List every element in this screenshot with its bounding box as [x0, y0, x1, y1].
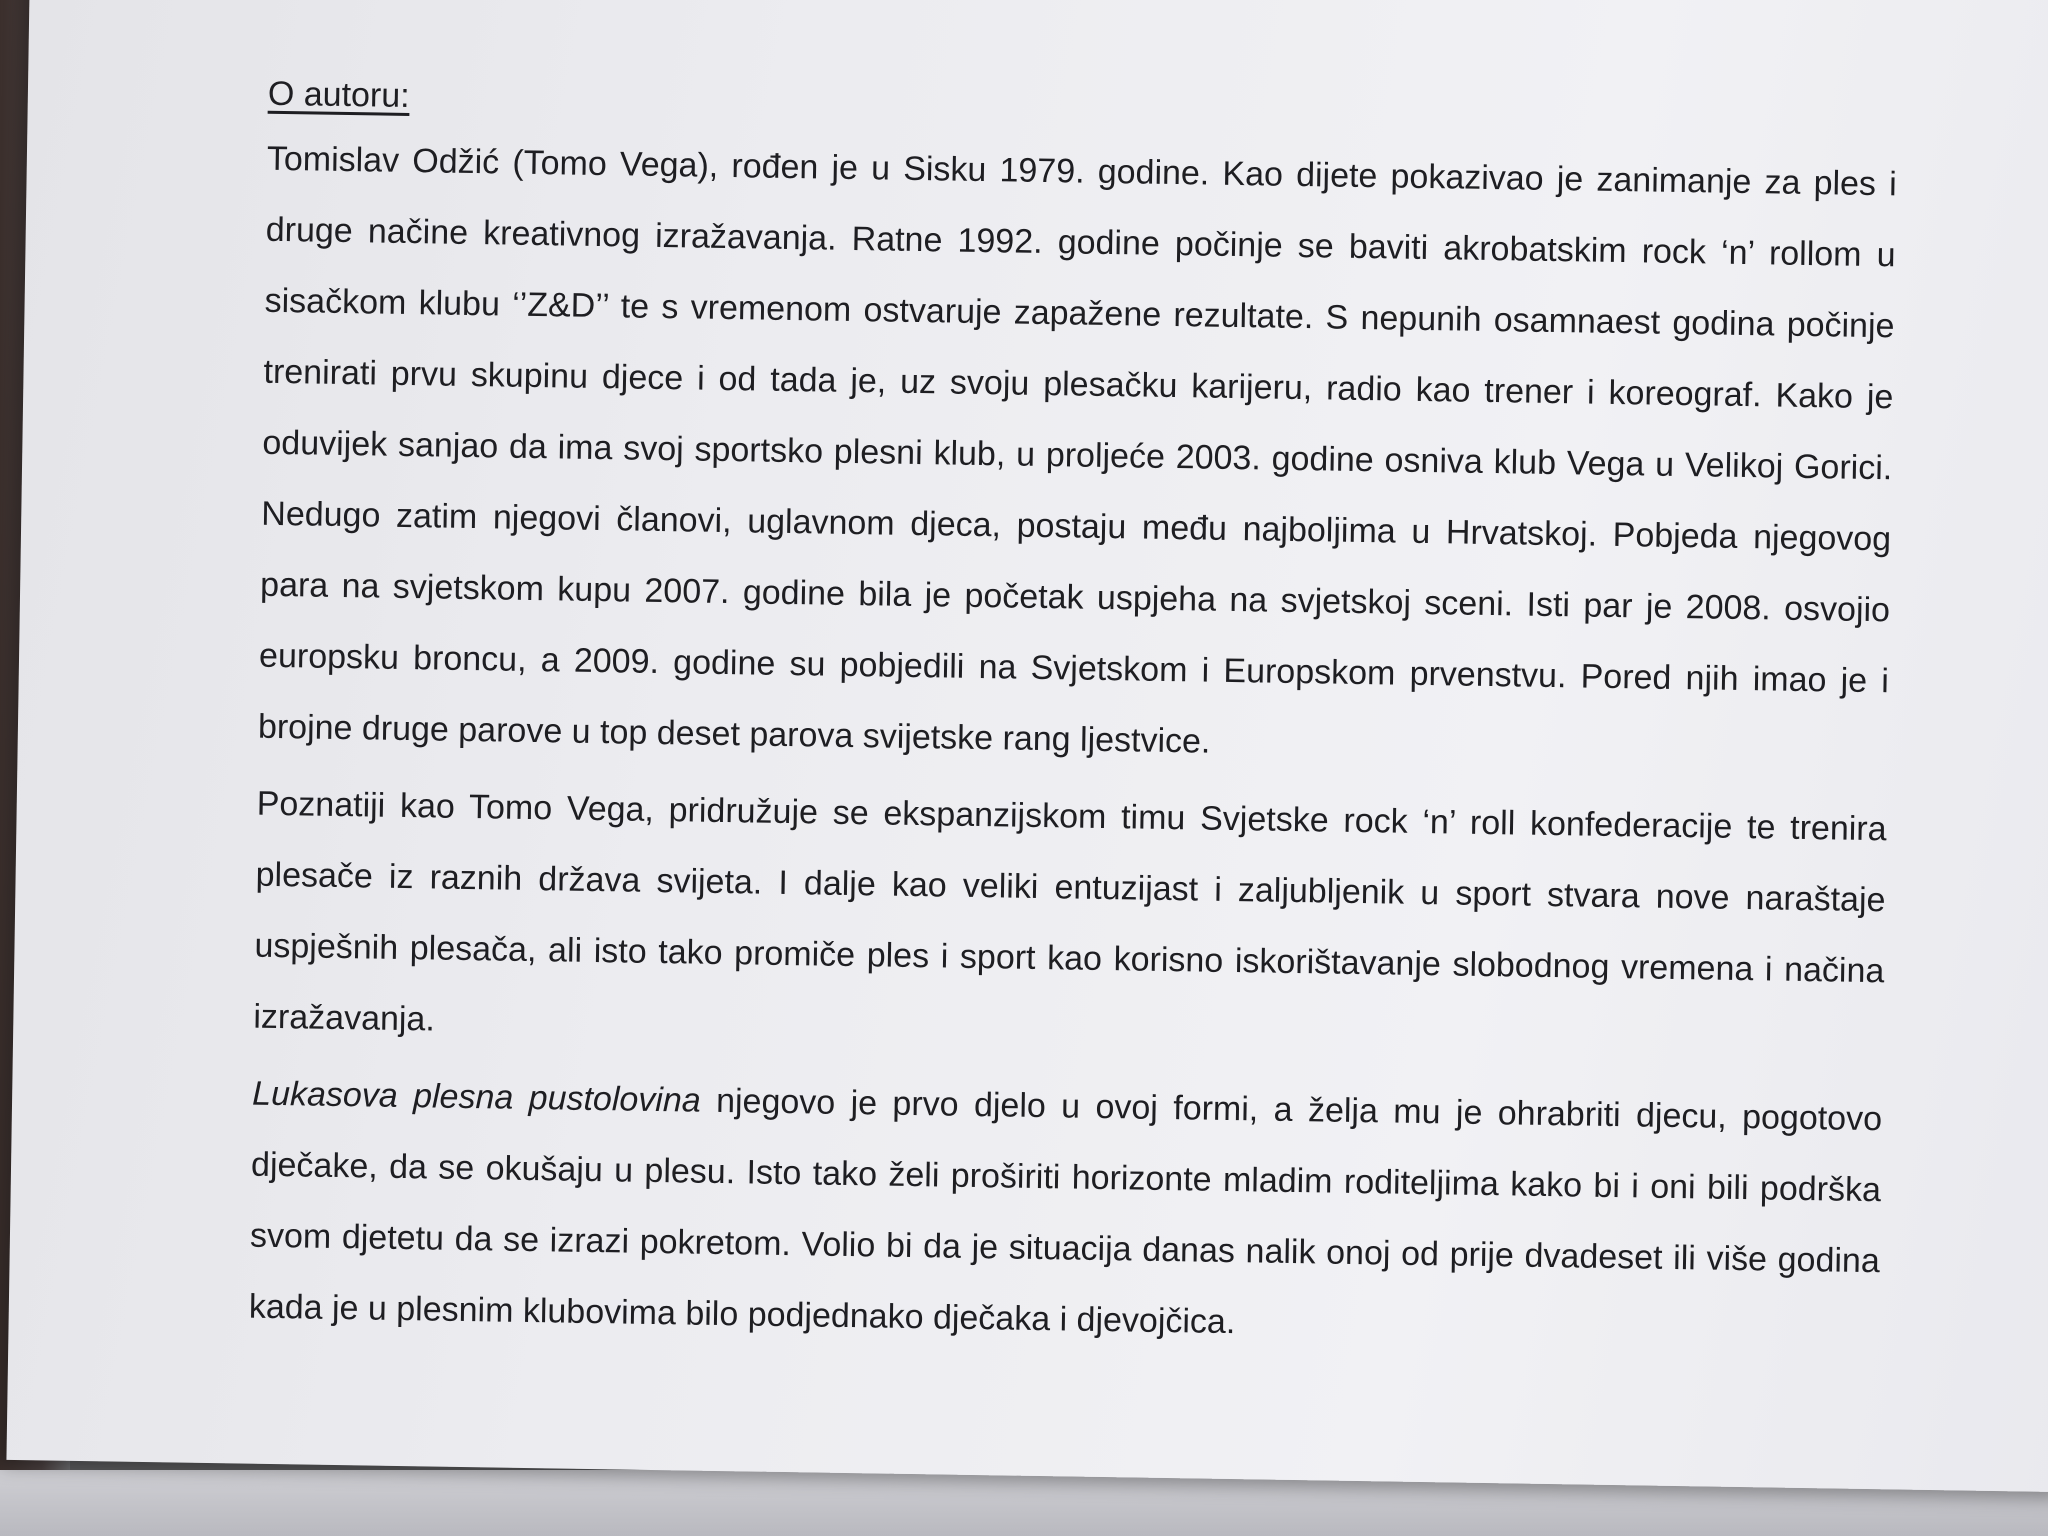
paragraph-book — [248, 1059, 1882, 1369]
document-body — [248, 64, 1898, 1374]
book-title: Lukasova plesna pustolovina — [251, 1074, 702, 1120]
section-heading: O autoru: — [267, 74, 410, 115]
paragraph-career: Poznatiji kao Tomo Vega, pridružuje se ekspanzijskom timu Svjetske rock ‘n’ roll konfederacije te trenira plesače iz raznih država svijeta. I dalje kao veliki entuzijast i zaljubljenik u sport stvara nove naraštaje uspješnih plesača, ali isto tako promiče ples i sport kao korisno iskorištavanje slobodnog vremena i načina izražavanja. — [253, 784, 1887, 1039]
paragraph-book-text: njegovo je prvo djelo u ovoj formi, a želja mu je ohrabriti djecu, pogotovo dječake, da se okušaju u plesu. Isto tako želi proširiti horizonte mladim roditeljima kako bi i oni bili podrška svom djetetu da se izrazi pokretom. Volio bi da je situacija danas nalik onoj od prije dvadeset ili više godina kada je u plesnim klubovima bilo podjednako dječaka i djevojčica. — [248, 1081, 1883, 1342]
paper-sheet — [6, 0, 2048, 1492]
paragraph-biography: Tomislav Odžić (Tomo Vega), rođen je u Sisku 1979. godine. Kao dijete pokazivao je zanimanje za ples i druge načine kreativnog izražavanja. Ratne 1992. godine počinje se baviti akrobatskim rock ‘n’ rollom u sisačkom klubu ‘’Z&D’’ te s vremenom ostvaruje zapažene rezultate. S nepunih osamnaest godina počinje trenirati prvu skupinu djece i od tada je, uz svoju plesačku karijeru, radio kao trener i koreograf. Kako je oduvijek sanjao da ima svoj sportsko plesni klub, u proljeće 2003. godine osniva klub Vega u Velikoj Gorici. Nedugo zatim njegovi članovi, uglavnom djeca, postaju među najboljima u Hrvatskoj. Pobjeda njegovog para na svjetskom kupu 2007. godine bila je početak uspjeha na svjetskoj sceni. Isti par je 2008. osvojio europsku broncu, a 2009. godine su pobjedili na Svjetskom i Europskom prvenstvu. Pored njih imao je i brojne druge parove u top deset parova svijetske rang ljestvice. — [257, 139, 1898, 761]
